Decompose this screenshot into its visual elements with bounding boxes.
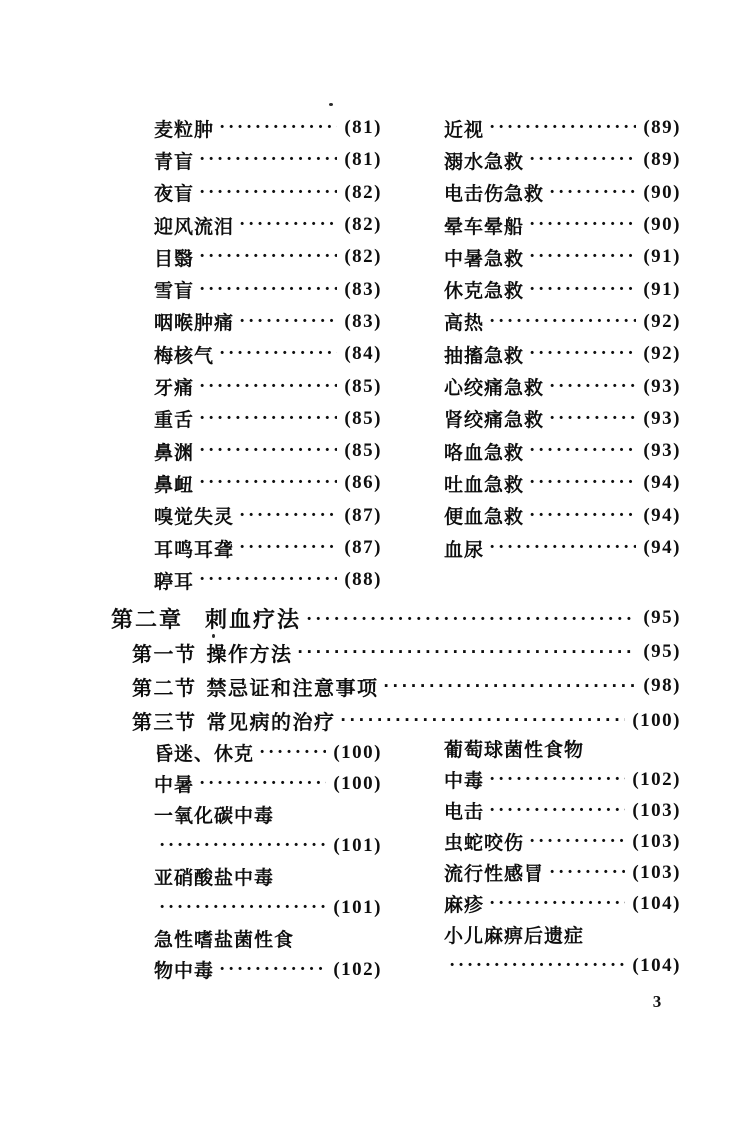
toc-entry-title: 迎风流泪 [154, 216, 235, 238]
toc-entry-page: (93) [643, 440, 681, 462]
dot-leader [529, 440, 636, 462]
toc-entry-title: 物中毒 [154, 961, 215, 982]
toc-entry-page: (85) [344, 375, 382, 397]
toc-top-right-column [444, 112, 681, 564]
toc-entry-page: (100) [333, 741, 382, 763]
chapter-title: 操作方法 [206, 643, 293, 666]
chapter-page: (95) [643, 641, 681, 663]
toc-entry [154, 144, 382, 176]
toc-entry [154, 273, 382, 305]
toc-entry-title: 虫蛇咬伤 [444, 833, 525, 854]
toc-entry-title: 吐血急救 [444, 474, 525, 496]
dot-leader [199, 279, 337, 301]
dot-leader [449, 955, 625, 977]
toc-entry-title: 便血急救 [444, 507, 525, 529]
toc-entry-title: 心绞痛急救 [444, 378, 545, 400]
toc-entry-page: (93) [643, 407, 681, 429]
toc-entry [444, 795, 681, 826]
toc-entry-page: (92) [643, 343, 681, 365]
toc-entry [154, 209, 382, 241]
chapter-heading-row [132, 635, 681, 669]
toc-entry [444, 500, 681, 532]
dot-leader [529, 214, 636, 236]
dot-leader [219, 343, 337, 365]
toc-entry [444, 764, 681, 795]
toc-entry-title: 夜盲 [154, 184, 195, 206]
toc-entry [154, 435, 382, 467]
toc-entry-title: 咽喉肿痛 [154, 313, 235, 335]
toc-entry-page: (101) [333, 834, 382, 856]
toc-entry [154, 177, 382, 209]
toc-entry [444, 532, 681, 564]
toc-entry [154, 892, 382, 923]
chapter-label: 第三节 [132, 712, 197, 735]
toc-entry-page: (102) [333, 958, 382, 980]
chapter-label: 第一节 [132, 643, 197, 666]
dot-leader [199, 246, 337, 268]
chapter-title: 刺血疗法 [205, 606, 302, 632]
toc-entry [154, 768, 382, 799]
toc-entry [154, 241, 382, 273]
dot-leader [239, 311, 337, 333]
toc-entry-page: (100) [333, 772, 382, 794]
toc-entry-page: (94) [643, 537, 681, 558]
toc-entry-title: 高热 [444, 313, 485, 335]
dot-leader [306, 605, 636, 631]
toc-entry-page: (83) [344, 278, 382, 300]
toc-entry-title: 梅核气 [154, 345, 215, 367]
dot-leader [489, 537, 636, 559]
dot-leader [199, 569, 337, 591]
toc-entry-title: 聤耳 [154, 571, 195, 593]
toc-entry [154, 564, 382, 596]
dot-leader [384, 675, 637, 698]
chapter-label: 第二节 [132, 677, 197, 700]
toc-entry-title: 溺水急救 [444, 151, 525, 173]
dot-leader [219, 117, 337, 139]
toc-entry [444, 241, 681, 273]
dot-leader [489, 117, 636, 139]
dot-leader [159, 897, 326, 919]
dot-leader [529, 279, 636, 301]
chapter-page: (100) [632, 709, 681, 731]
dot-leader [529, 472, 636, 494]
toc-entry-page: (91) [643, 246, 681, 268]
dot-leader [549, 182, 636, 204]
toc-entry [154, 799, 382, 830]
toc-bottom-left-column [154, 737, 382, 985]
toc-entry-title: 麦粒肿 [154, 119, 215, 141]
dot-leader [298, 641, 637, 664]
toc-entry-title: 亚硝酸盐中毒 [154, 868, 275, 889]
toc-entry-page: (103) [632, 861, 681, 883]
toc-entry [154, 338, 382, 370]
toc-entry [444, 306, 681, 338]
dot-leader [199, 440, 337, 462]
toc-entry-page: (103) [632, 830, 681, 852]
dot-leader [529, 246, 636, 268]
toc-entry-page: (93) [643, 375, 681, 397]
chapter-title: 常见病的治疗 [206, 712, 336, 735]
toc-entry-page: (104) [632, 892, 681, 914]
dot-leader [489, 311, 636, 333]
dot-leader [199, 408, 337, 430]
dot-leader [159, 835, 326, 857]
dot-leader [239, 505, 337, 527]
chapter-title: 禁忌证和注意事项 [206, 677, 379, 700]
toc-entry [444, 209, 681, 241]
toc-entry [154, 370, 382, 402]
toc-entry-title: 青盲 [154, 151, 195, 173]
dot-leader [199, 376, 337, 398]
toc-entry-page: (102) [632, 768, 681, 790]
toc-entry [444, 273, 681, 305]
toc-entry-page: (87) [344, 504, 382, 526]
toc-entry-title: 耳鸣耳聋 [154, 539, 235, 561]
toc-entry-page: (88) [344, 569, 382, 591]
scan-artifact-dot [329, 103, 333, 106]
toc-entry-page: (89) [643, 149, 681, 171]
toc-entry [154, 737, 382, 768]
toc-entry-title: 小儿麻痹后遗症 [444, 926, 585, 947]
toc-entry-title: 近视 [444, 119, 485, 141]
toc-entry-page: (82) [344, 214, 382, 236]
toc-entry-page: (81) [344, 149, 382, 171]
toc-entry-title: 鼻衄 [154, 474, 195, 496]
dot-leader [239, 214, 337, 236]
toc-entry-title: 咯血急救 [444, 442, 525, 464]
toc-entry [444, 177, 681, 209]
toc-entry-page: (103) [632, 799, 681, 821]
toc-entry [154, 923, 382, 954]
toc-entry [444, 857, 681, 888]
toc-entry [444, 826, 681, 857]
toc-entry-page: (92) [643, 310, 681, 332]
toc-entry-title: 血尿 [444, 539, 485, 561]
dot-leader [199, 149, 337, 171]
toc-entry [444, 733, 681, 764]
toc-entry-title: 牙痛 [154, 378, 195, 400]
toc-entry [444, 112, 681, 144]
toc-entry-page: (91) [643, 278, 681, 300]
toc-entry [154, 532, 382, 564]
dot-leader [549, 376, 636, 398]
toc-entry [154, 954, 382, 985]
dot-leader [341, 709, 626, 732]
dot-leader [239, 537, 337, 559]
toc-entry [154, 500, 382, 532]
toc-entry [444, 338, 681, 370]
dot-leader [259, 742, 326, 764]
toc-entry [154, 403, 382, 435]
toc-entry-title: 晕车晕船 [444, 216, 525, 238]
toc-bottom-right-column [444, 733, 681, 981]
toc-entry-page: (90) [643, 214, 681, 236]
page-number: 3 [652, 992, 662, 1011]
toc-entry [444, 370, 681, 402]
toc-entry-title: 流行性感冒 [444, 864, 545, 885]
toc-entry-title: 鼻渊 [154, 442, 195, 464]
toc-top-left-column [154, 112, 382, 596]
toc-entry-page: (104) [632, 954, 681, 976]
dot-leader [529, 149, 636, 171]
toc-entry-page: (90) [643, 181, 681, 203]
toc-entry-title: 昏迷、休克 [154, 744, 255, 765]
toc-entry-page: (101) [333, 896, 382, 918]
toc-entry [154, 861, 382, 892]
toc-entry [444, 467, 681, 499]
toc-entry-title: 抽搐急救 [444, 345, 525, 367]
toc-entry-page: (84) [344, 343, 382, 365]
dot-leader [529, 831, 625, 853]
toc-entry-title: 目翳 [154, 248, 195, 270]
toc-entry-page: (94) [643, 472, 681, 494]
toc-entry-title: 中暑急救 [444, 248, 525, 270]
toc-entry [444, 950, 681, 981]
chapter-label: 第二章 [111, 606, 184, 632]
toc-entry-title: 雪盲 [154, 281, 195, 303]
chapter-heading-list [111, 601, 681, 738]
toc-entry-title: 嗅觉失灵 [154, 507, 235, 529]
toc-entry-title: 中毒 [444, 771, 485, 792]
toc-entry [444, 144, 681, 176]
dot-leader [199, 182, 337, 204]
toc-entry-page: (85) [344, 407, 382, 429]
dot-leader [549, 862, 625, 884]
dot-leader [219, 959, 326, 981]
dot-leader [549, 408, 636, 430]
dot-leader [489, 769, 625, 791]
toc-entry-title: 麻疹 [444, 895, 485, 916]
chapter-page: (98) [643, 675, 681, 697]
toc-entry-title: 肾绞痛急救 [444, 410, 545, 432]
chapter-heading-row [132, 669, 681, 703]
dot-leader [199, 472, 337, 494]
toc-entry-page: (89) [643, 117, 681, 139]
toc-entry [444, 435, 681, 467]
dot-leader [529, 505, 636, 527]
toc-entry [154, 830, 382, 861]
toc-entry-title: 休克急救 [444, 281, 525, 303]
toc-entry-title: 一氧化碳中毒 [154, 806, 275, 827]
toc-entry-page: (81) [344, 117, 382, 139]
toc-entry-title: 中暑 [154, 775, 195, 796]
chapter-heading-row [111, 601, 681, 635]
dot-leader [529, 343, 636, 365]
chapter-page: (95) [643, 607, 681, 629]
dot-leader [489, 893, 625, 915]
toc-entry-page: (83) [344, 310, 382, 332]
toc-entry [444, 403, 681, 435]
toc-entry-title: 电击伤急救 [444, 184, 545, 206]
dot-leader [489, 800, 625, 822]
toc-entry [444, 919, 681, 950]
toc-entry-title: 葡萄球菌性食物 [444, 740, 585, 761]
toc-entry [154, 306, 382, 338]
toc-entry [154, 112, 382, 144]
toc-entry-page: (82) [344, 181, 382, 203]
toc-entry-page: (85) [344, 440, 382, 462]
toc-entry [154, 467, 382, 499]
toc-entry-title: 急性嗜盐菌性食 [154, 930, 295, 951]
toc-entry-page: (94) [643, 504, 681, 526]
dot-leader [199, 773, 326, 795]
toc-entry [444, 888, 681, 919]
toc-entry-page: (87) [344, 537, 382, 558]
toc-entry-page: (82) [344, 246, 382, 268]
toc-entry-page: (86) [344, 472, 382, 494]
toc-entry-title: 电击 [444, 802, 485, 823]
toc-entry-title: 重舌 [154, 410, 195, 432]
